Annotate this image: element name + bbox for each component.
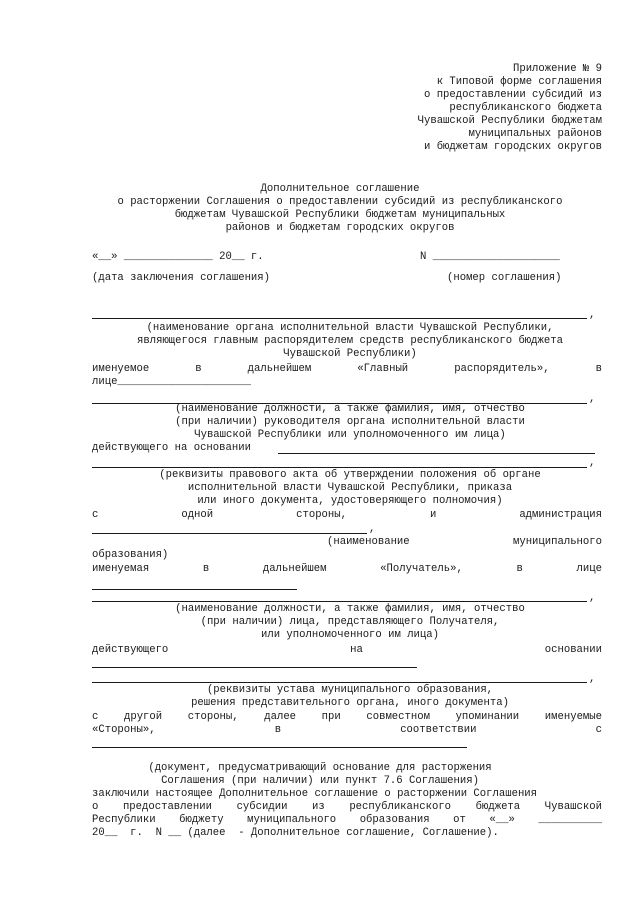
comma: , [589,673,596,685]
justified-line: «Стороны», в соответствии с [92,724,602,736]
body-line: 20__ г. N __ (далее - Дополнительное соглашение, Соглашение). [92,827,499,839]
comma: , [589,309,596,321]
comma: , [589,457,596,469]
legal-act-line [92,467,587,468]
caption-line: являющегося главным распорядителем средств республиканского бюджета [137,335,563,347]
recipient-basis-line [92,667,417,668]
header-line: к Типовой форме соглашения [436,76,602,88]
caption-line: (наименование должности, а также фамилия, имя, отчество [175,603,525,615]
justified-line: действующего на основании [92,644,602,656]
caption-line: исполнительной власти Чувашской Республики, приказа [187,482,513,494]
caption-line: (реквизиты устава муниципального образования, [206,684,494,696]
justified-line: именуемое в дальнейшем «Главный распорядитель», в [92,363,602,375]
caption-line: или уполномоченного им лица) [260,629,439,641]
agreement-date-field: «__» ______________ 20__ г. [92,251,264,263]
basis-line [278,453,595,454]
caption-line: или иного документа, удостоверяющего полномочия) [197,495,503,507]
title-line: Дополнительное соглашение [260,183,420,195]
caption-line: Чувашской Республики) [283,348,417,360]
caption-line: образования) [92,549,169,561]
justified-line: о предоставлении субсидии из республиканского бюджета Чувашской [92,801,602,813]
justified-line: с другой стороны, далее при совместном упоминании именуемые [92,711,602,723]
caption-line: (документ, предусматривающий основание для расторжения [148,762,492,774]
caption-line: (наименование органа исполнительной власти Чувашской Республики, [146,322,554,334]
caption-line: (при наличии) руководителя органа исполнительной власти [175,416,525,428]
recipient-position-line [92,601,587,602]
header-line: Приложение № 9 [512,63,602,75]
body-line: заключили настоящее Дополнительное соглашение о расторжении Соглашения [92,788,538,800]
comma: , [589,592,596,604]
caption-line: Соглашения (при наличии) или пункт 7.6 Соглашения) [161,775,479,787]
administration-line [92,533,367,534]
person-line: лице_____________________ [92,376,251,388]
caption-line: Чувашской Республики или уполномоченного им лица) [194,429,506,441]
caption-justified: (наименование муниципального [327,536,602,548]
title-line: районов и бюджетам городских округов [225,222,455,234]
caption-line: (реквизиты правового акта об утверждении положения об органе [159,469,541,481]
justified-line: именуемая в дальнейшем «Получатель», в лице [92,563,602,575]
header-line: и бюджетам городских округов [423,141,602,153]
justified-line: с одной стороны, и администрация [92,509,602,521]
recipient-person-line [92,589,297,590]
caption-line: (наименование должности, а также фамилия, имя, отчество [175,403,525,415]
basis-document-line [92,747,467,748]
header-line: Чувашской Республики бюджетам [417,115,602,127]
agreement-number-field: N ____________________ [420,251,560,263]
caption-line: (при наличии) лица, представляющего Получателя, [200,616,500,628]
justified-line: Республики бюджету муниципального образования от «__» __________ [92,814,602,826]
number-caption: (номер соглашения) [447,272,562,284]
basis-label: действующего на основании [92,442,251,454]
charter-line [92,682,587,683]
title-line: о расторжении Соглашения о предоставлении субсидий из республиканского [117,196,563,208]
title-line: бюджетам Чувашской Республики бюджетам муниципальных [174,209,506,221]
comma: , [369,523,376,535]
header-line: муниципальных районов [468,128,602,140]
caption-line: решения представительного органа, иного документа) [191,697,509,709]
date-caption: (дата заключения соглашения) [92,272,271,284]
authority-name-line [92,318,587,319]
header-line: республиканского бюджета [449,102,602,114]
comma: , [589,393,596,405]
header-line: о предоставлении субсидий из [423,89,602,101]
